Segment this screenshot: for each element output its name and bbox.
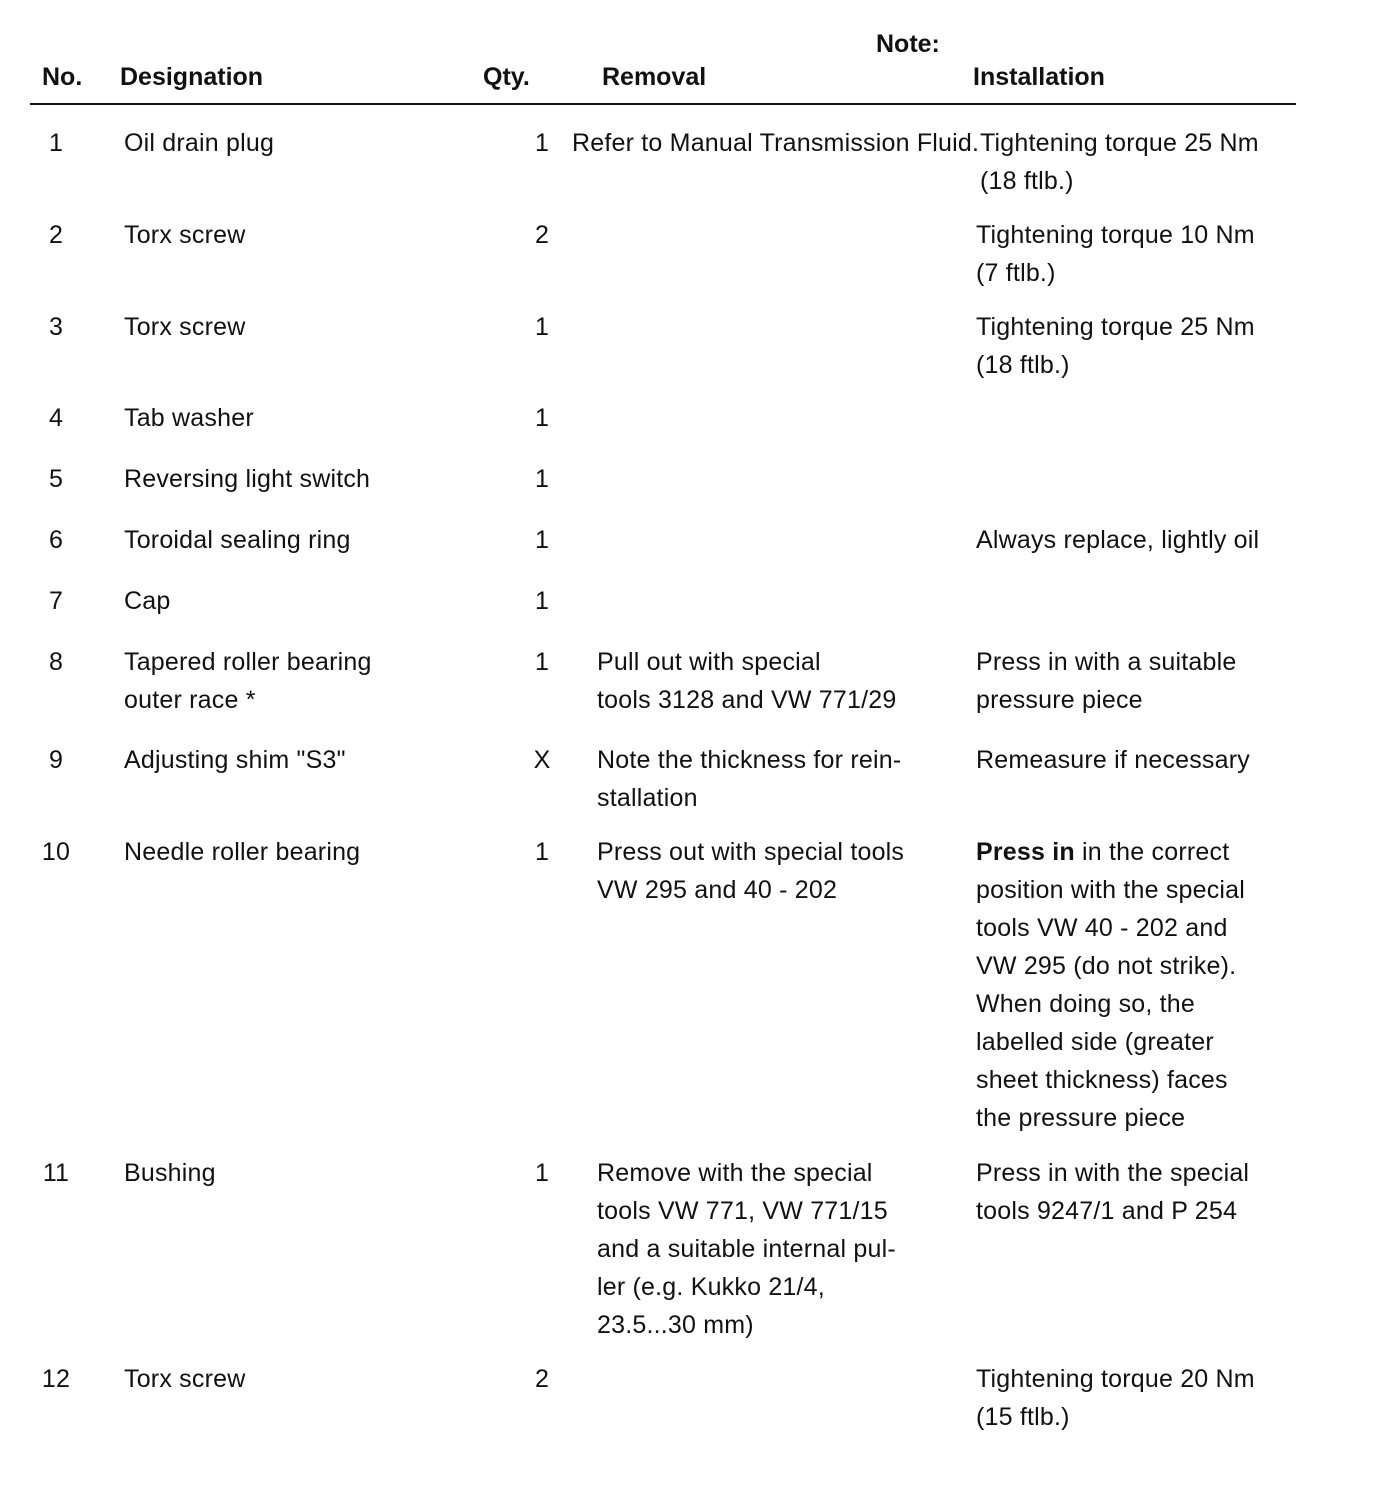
designation-cell [124,582,464,620]
item-number: 3 [48,313,64,341]
quantity-cell: 1 [534,1159,550,1187]
quantity-cell: 1 [534,404,550,432]
installation-cell [976,308,1296,384]
installation-cell-line: Tightening torque 25 Nm [980,129,1259,157]
item-number: 11 [42,1159,70,1187]
installation-cell-line: sheet thickness) faces [976,1066,1228,1094]
designation-cell [124,216,464,254]
installation-cell-line: Tightening torque 20 Nm [976,1365,1255,1393]
designation-cell [124,460,464,498]
installation-cell-text: in the correct [1074,838,1230,866]
item-number: 10 [41,838,71,866]
installation-cell-line: tools VW 40 - 202 and [976,914,1228,942]
quantity-cell: X [533,746,551,774]
installation-cell-line: When doing so, the [976,990,1196,1018]
removal-cell-line: and a suitable internal pul- [597,1235,896,1263]
item-number: 2 [48,221,64,249]
installation-cell [976,216,1296,292]
designation-cell-line: Needle roller bearing [124,838,361,866]
installation-cell-line: (15 ftlb.) [976,1403,1070,1431]
removal-cell-line: VW 295 and 40 - 202 [597,876,838,904]
removal-cell-line: tools 3128 and VW 771/29 [597,686,897,714]
installation-cell-line: Always replace, lightly oil [976,526,1260,554]
header-no: No. [42,63,83,91]
removal-cell-line: Remove with the special [597,1159,873,1187]
installation-cell-line: tools 9247/1 and P 254 [976,1197,1238,1225]
installation-cell-line: the pressure piece [976,1104,1186,1132]
header-qty: Qty. [483,63,530,91]
quantity-cell: 1 [534,648,550,676]
installation-cell-line: (18 ftlb.) [980,167,1074,195]
installation-cell [976,741,1296,779]
header-rule [30,103,1296,105]
installation-cell-line: Remeasure if necessary [976,746,1250,774]
item-number: 4 [48,404,64,432]
installation-cell [976,833,1296,1137]
installation-cell-line: Tightening torque 25 Nm [976,313,1255,341]
designation-cell [124,399,464,437]
item-number: 8 [48,648,64,676]
installation-cell [976,1154,1296,1230]
designation-cell-line: Reversing light switch [124,465,371,493]
item-number: 1 [48,129,64,157]
designation-cell-line: Bushing [124,1159,216,1187]
quantity-cell: 1 [534,587,550,615]
designation-cell-line: Torx screw [124,221,246,249]
removal-cell-line: Note the thickness for rein- [597,746,902,774]
designation-cell-line: Torx screw [124,313,246,341]
quantity-cell: 1 [534,838,550,866]
installation-cell-line: labelled side (greater [976,1028,1214,1056]
designation-cell-line: outer race * [124,686,256,714]
designation-cell-line: Oil drain plug [124,129,275,157]
designation-cell-line: Toroidal sealing ring [124,526,351,554]
installation-cell [976,643,1296,719]
installation-cell-line: position with the special [976,876,1246,904]
designation-cell-line: Cap [124,587,171,615]
bold-emphasis: Press in [976,838,1075,866]
installation-cell-line: Tightening torque 10 Nm [976,221,1255,249]
removal-cell [597,1154,957,1344]
quantity-cell: 2 [534,221,550,249]
removal-cell-line: Press out with special tools [597,838,905,866]
designation-cell-line: Tapered roller bearing [124,648,372,676]
installation-cell-line: Press in with a suitable [976,648,1237,676]
installation-cell [976,1360,1296,1436]
installation-cell-line [976,833,1296,871]
installation-cell-line: VW 295 (do not strike). [976,952,1237,980]
quantity-cell: 1 [534,313,550,341]
quantity-cell: 1 [534,526,550,554]
quantity-cell: 2 [534,1365,550,1393]
removal-cell [597,643,957,719]
installation-cell-line: pressure piece [976,686,1143,714]
removal-cell [572,124,982,162]
designation-cell [124,1154,464,1192]
quantity-cell: 1 [534,129,550,157]
designation-cell [124,643,464,719]
item-number: 6 [48,526,64,554]
header-removal: Removal [602,63,707,91]
installation-cell [976,521,1296,559]
designation-cell [124,521,464,559]
item-number: 7 [48,587,64,615]
designation-cell-line: Torx screw [124,1365,246,1393]
designation-cell [124,124,464,162]
installation-cell-line: Press in with the special [976,1159,1250,1187]
designation-cell [124,1360,464,1398]
removal-cell-line: Refer to Manual Transmission Fluid. [572,129,980,157]
designation-cell [124,308,464,346]
header-note: Note: [876,30,940,58]
quantity-cell: 1 [534,465,550,493]
item-number: 5 [48,465,64,493]
designation-cell [124,833,464,871]
header-installation: Installation [973,63,1105,91]
installation-cell-line: (7 ftlb.) [976,259,1056,287]
removal-cell-line: 23.5...30 mm) [597,1311,754,1339]
header-designation: Designation [120,63,264,91]
item-number: 12 [41,1365,71,1393]
installation-cell-line: (18 ftlb.) [976,351,1070,379]
removal-cell [597,833,957,909]
removal-cell-line: Pull out with special [597,648,821,676]
removal-cell-line: stallation [597,784,698,812]
removal-cell-line: ler (e.g. Kukko 21/4, [597,1273,825,1301]
removal-cell-line: tools VW 771, VW 771/15 [597,1197,888,1225]
designation-cell [124,741,464,779]
removal-cell [597,741,957,817]
designation-cell-line: Tab washer [124,404,254,432]
installation-cell [980,124,1300,200]
item-number: 9 [48,746,64,774]
designation-cell-line: Adjusting shim "S3" [124,746,346,774]
